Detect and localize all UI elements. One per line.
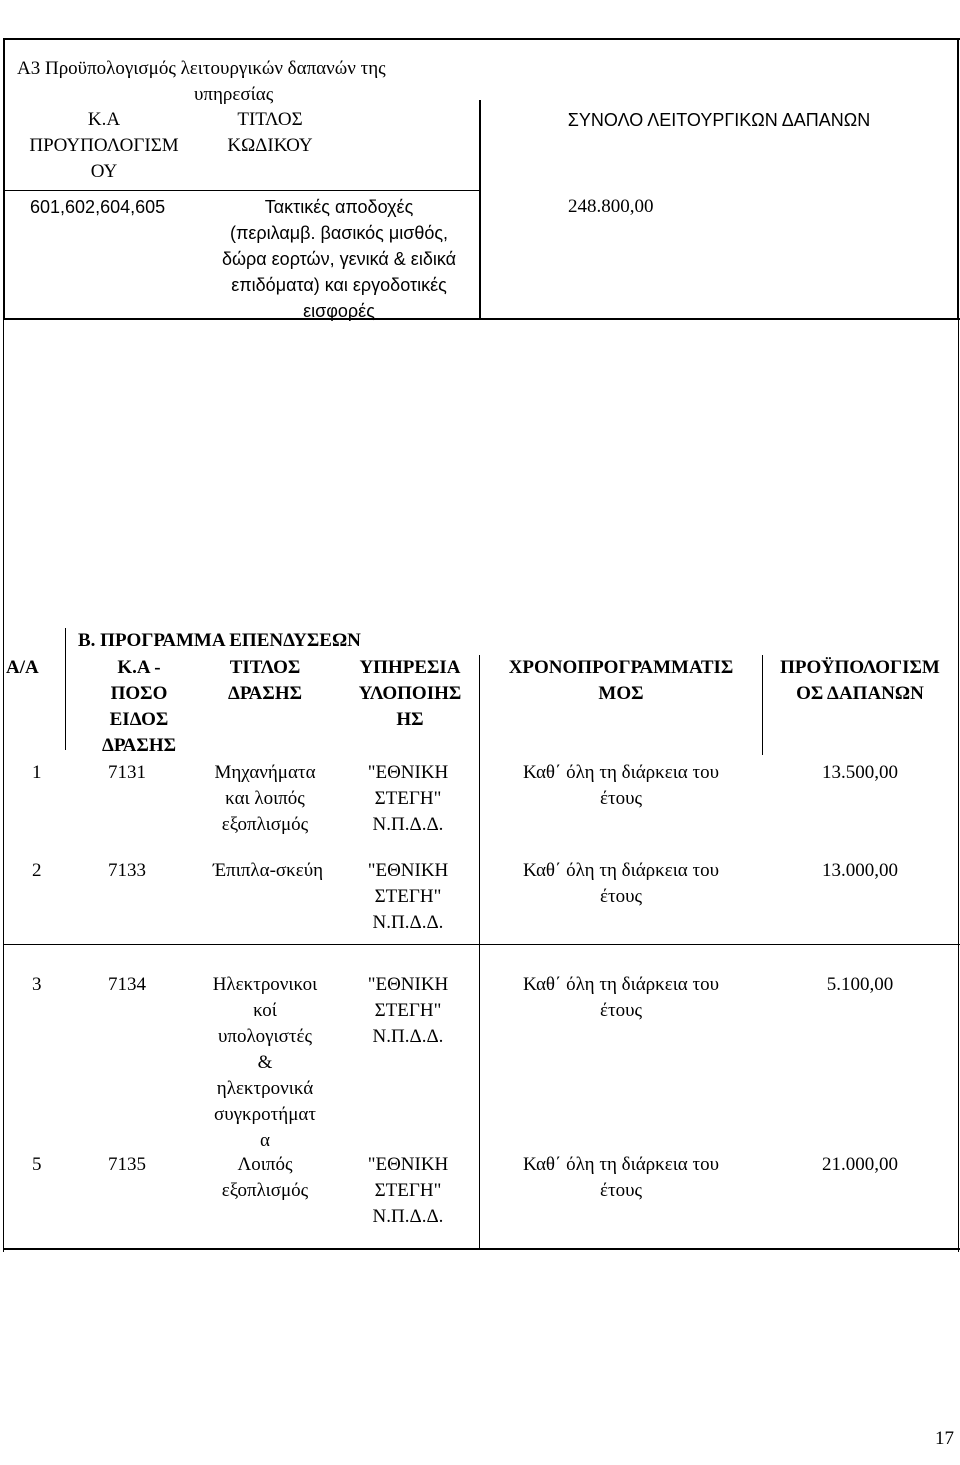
a3-col-divider [479, 100, 481, 320]
page-left-rule [3, 320, 4, 1252]
a3-title-line1: Α3 Προϋπολογισμός λειτουργικών δαπανών της [17, 58, 386, 79]
b-header-aa: Α/Α [6, 657, 39, 678]
page-right-rule [958, 320, 959, 1252]
a3-col-total-header: ΣΥΝΟΛΟ ΛΕΙΤΟΥΡΓΙΚΩΝ ΔΑΠΑΝΩΝ [567, 110, 871, 130]
a3-title-line2: υπηρεσίας [194, 84, 274, 105]
a3-bottom-border [3, 318, 960, 320]
b-header-title: ΤΙΤΛΟΣ ΔΡΑΣΗΣ [227, 657, 303, 704]
a3-row-codes: 601,602,604,605 [30, 197, 166, 217]
b-service-divider [479, 655, 480, 1250]
b-title: Β. ΠΡΟΓΡΑΜΜΑ ΕΠΕΝΔΥΣΕΩΝ [78, 630, 361, 651]
a3-row-title: Τακτικές αποδοχές (περιλαμβ. βασικός μισθός, δώρα εορτών, γενικά & ειδικά επιδόματα) και εργοδοτικές εισφορές [221, 197, 457, 321]
a3-top-border [3, 38, 960, 40]
b-bottom-border [3, 1248, 960, 1250]
b-aa-divider [65, 628, 66, 750]
b-row-divider [3, 944, 960, 945]
b-header-service: ΥΠΗΡΕΣΙΑ ΥΛΟΠΟΙΗΣ ΗΣ [358, 657, 462, 730]
page-number: 17 [935, 1428, 954, 1449]
b-header-ka: Κ.Α - ΠΟΣΟ ΕΙΔΟΣ ΔΡΑΣΗΣ [101, 657, 177, 756]
b-header-schedule: ΧΡΟΝΟΠΡΟΓΡΑΜΜΑΤΙΣ ΜΟΣ [508, 657, 734, 704]
b-header-budget: ΠΡΟΫΠΟΛΟΓΙΣΜ ΟΣ ΔΑΠΑΝΩΝ [780, 657, 940, 704]
a3-header-divider [3, 190, 481, 191]
a3-col-title-header: ΤΙΤΛΟΣ ΚΩΔΙΚΟΥ [227, 109, 313, 156]
a3-row-total: 248.800,00 [568, 196, 654, 217]
a3-right-border [957, 38, 959, 320]
a3-col-ka-header: Κ.Α ΠΡΟΥΠΟΛΟΓΙΣΜ ΟΥ [29, 109, 179, 182]
